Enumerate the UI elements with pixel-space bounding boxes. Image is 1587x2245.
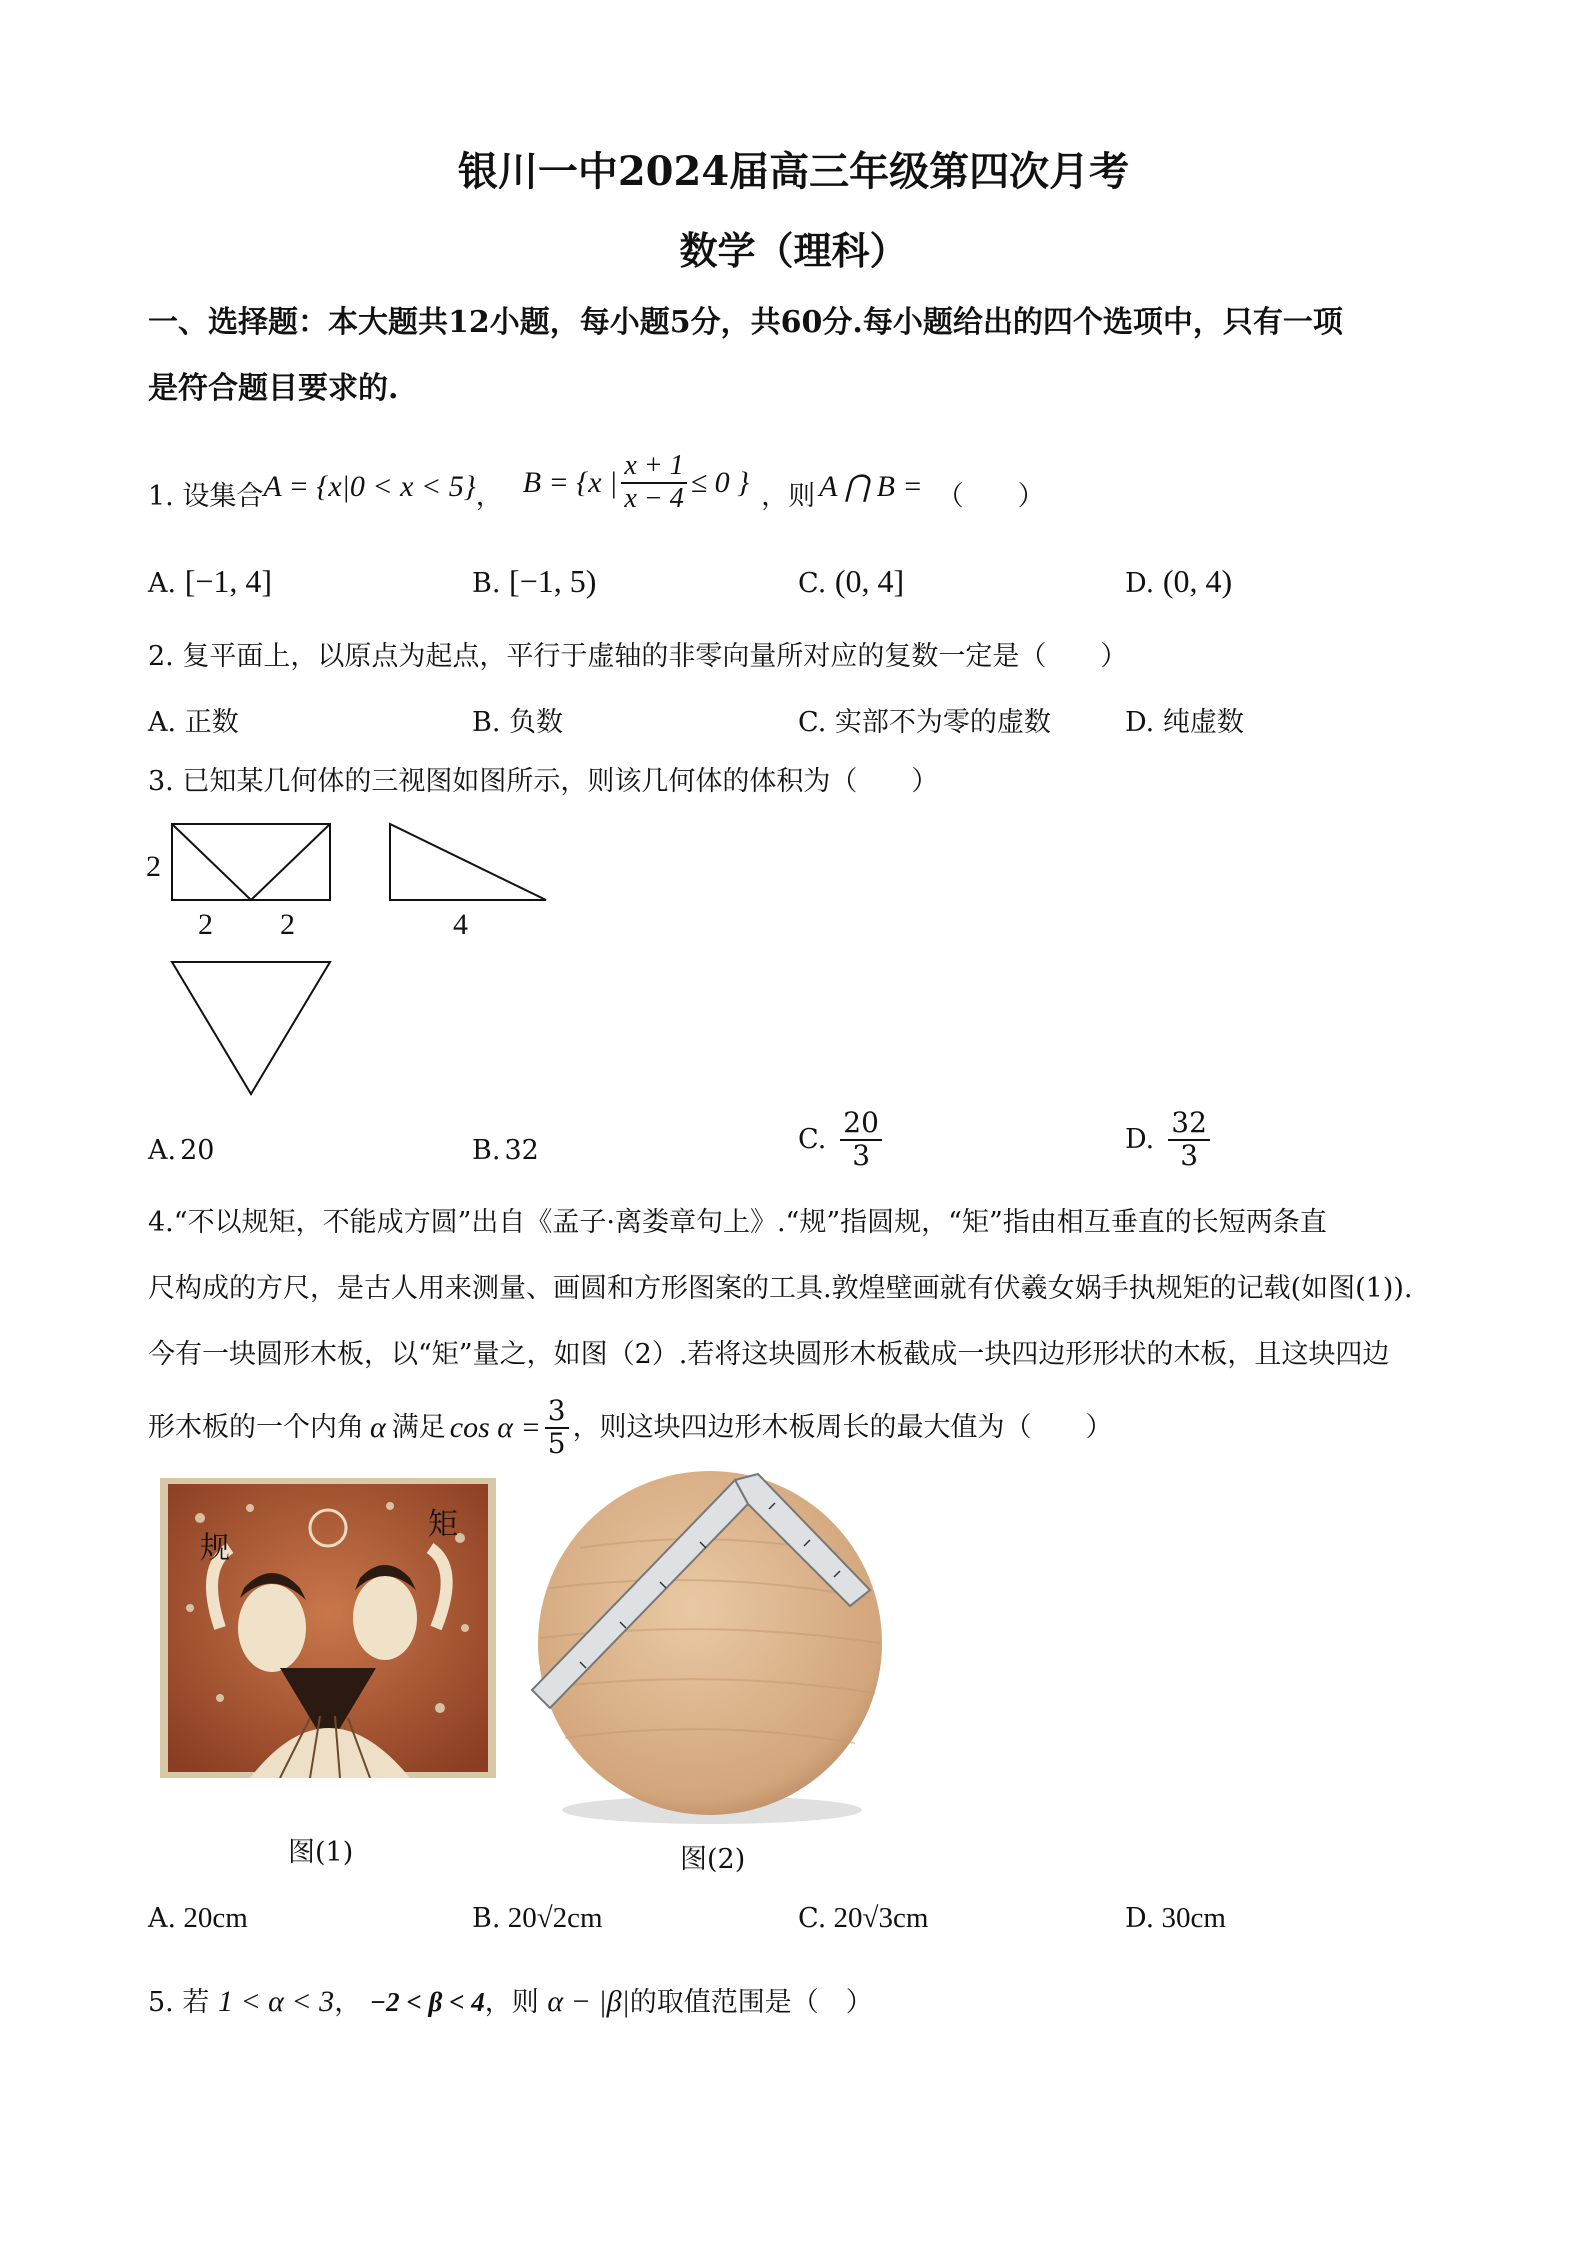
q4-option-b[interactable] <box>472 1902 603 1935</box>
question-1 <box>148 438 1448 528</box>
frac-den: 3 <box>852 1138 871 1172</box>
wood-board-image <box>520 1468 900 1828</box>
option-value: 20√3cm <box>833 1902 929 1934</box>
option-label: B. <box>472 1903 501 1934</box>
option-value: (0, 4] <box>834 563 905 599</box>
q1-fraction <box>621 451 686 515</box>
question-3: 3. 已知某几何体的三视图如图所示，则该几何体的体积为（ ） <box>148 766 939 797</box>
q1-option-c[interactable] <box>798 563 904 600</box>
q4-line4-text-b: 满足 <box>391 1412 446 1443</box>
q3-option-c[interactable] <box>798 1108 886 1172</box>
option-value: (0, 4) <box>1162 563 1233 599</box>
option-value: 正数 <box>184 707 239 738</box>
q4-line2: 尺构成的方尺，是古人用来测量、画圆和方形图案的工具.敦煌壁画就有伏羲女娲手执规矩的记载(如图(1)). <box>148 1273 1413 1304</box>
frac-num: 3 <box>545 1396 569 1429</box>
q4-alpha: α <box>370 1411 386 1444</box>
q1-option-a[interactable] <box>148 563 272 600</box>
fig-label-side: 4 <box>453 908 468 941</box>
q4-line4 <box>148 1388 1448 1468</box>
option-value: [−1, 5) <box>509 563 597 599</box>
question-4 <box>148 1190 1448 1468</box>
mural-label-ju: 矩 <box>428 1507 458 1542</box>
option-fraction <box>1168 1108 1210 1172</box>
option-label: B. <box>472 1135 501 1166</box>
q3-option-a[interactable] <box>148 1135 214 1166</box>
question-5 <box>148 1982 1448 2023</box>
option-value: 20cm <box>183 1902 248 1934</box>
q2-option-a[interactable] <box>148 700 239 739</box>
q1-set-a: A = {x|0 < x < 5} <box>263 470 476 503</box>
q1-frac-num: x + 1 <box>621 451 686 484</box>
option-value: 20√2cm <box>507 1902 603 1934</box>
frac-num: 32 <box>1168 1108 1210 1141</box>
q1-answer-paren: （ ） <box>936 481 1045 512</box>
q4-line1: 4.“不以规矩，不能成方圆”出自《孟子·离娄章句上》.“规”指圆规，“矩”指由相互垂直的长短两条直 <box>148 1207 1327 1238</box>
fig-label-width-left: 2 <box>198 908 213 941</box>
q5-expression: α − |β| <box>547 1985 630 2018</box>
front-view-diag-right <box>251 824 330 900</box>
mural-image <box>160 1478 496 1778</box>
frac-den: 3 <box>1180 1138 1199 1172</box>
q1-set-b-prefix: B = {x | <box>522 466 618 499</box>
frac-num: 20 <box>840 1108 882 1141</box>
option-label: A. <box>148 707 177 738</box>
fig-label-height: 2 <box>146 850 161 883</box>
q2-option-b[interactable] <box>472 700 563 739</box>
option-label: D. <box>1125 1903 1155 1934</box>
question-2: 2. 复平面上，以原点为起点，平行于虚轴的非零向量所对应的复数一定是（ ） <box>148 641 1128 672</box>
section-heading-line1: 一、选择题：本大题共12小题，每小题5分，共60分.每小题给出的四个选项中，只有一项 <box>148 305 1343 340</box>
q1-set-b-suffix: ≤ 0 } <box>690 466 750 499</box>
q5-condition-beta: −2 < β < 4 <box>369 1987 485 2017</box>
q1-then: ，则 <box>761 481 816 512</box>
q3-option-b[interactable] <box>472 1135 539 1166</box>
q4-line4-text-c: ，则这块四边形木板周长的最大值为（ ） <box>572 1412 1113 1443</box>
figure-2-caption: 图(2) <box>680 1844 746 1875</box>
frac-den: 5 <box>547 1427 566 1460</box>
page-subtitle: 数学（理科） <box>679 228 908 273</box>
q2-option-d[interactable] <box>1125 700 1244 739</box>
q5-then: ，则 <box>484 1987 539 2018</box>
q5-condition-alpha: 1 < α < 3 <box>217 1985 335 2018</box>
option-value: 实部不为零的虚数 <box>834 707 1051 738</box>
option-label: A. <box>148 1903 177 1934</box>
option-label: A. <box>148 568 177 599</box>
q5-tail: 的取值范围是（ ） <box>629 1987 873 2018</box>
option-label: C. <box>798 568 827 599</box>
q1-frac-den: x − 4 <box>624 483 684 514</box>
option-value: 20 <box>180 1135 215 1166</box>
top-view-triangle <box>172 962 330 1094</box>
option-label: C. <box>798 1903 827 1934</box>
option-label: D. <box>1125 568 1155 599</box>
section-heading-line2: 是符合题目要求的. <box>148 371 399 406</box>
q1-number: 1. 设集合 <box>148 481 264 512</box>
three-view-figure <box>140 810 560 1110</box>
option-value: [−1, 4] <box>184 563 273 599</box>
q5-comma: ， <box>334 1987 362 2018</box>
front-view-diag-left <box>172 824 251 900</box>
option-fraction <box>840 1108 882 1172</box>
q1-comma: ， <box>475 481 503 512</box>
q1-option-b[interactable] <box>472 563 596 600</box>
option-label: D. <box>1125 1124 1155 1156</box>
side-view-triangle <box>390 824 546 900</box>
q4-option-a[interactable] <box>148 1902 248 1935</box>
q3-option-d[interactable] <box>1125 1108 1214 1172</box>
q1-set-b <box>523 451 749 515</box>
option-value: 30cm <box>1161 1902 1226 1934</box>
page-title: 银川一中2024届高三年级第四次月考 <box>457 148 1130 195</box>
option-label: D. <box>1125 707 1155 738</box>
q4-option-c[interactable] <box>798 1902 928 1935</box>
q4-line3: 今有一块圆形木板，以“矩”量之，如图（2）.若将这块圆形木板截成一块四边形形状的木板，且这块四边 <box>148 1339 1390 1370</box>
q4-cos-fraction <box>545 1396 569 1460</box>
option-label: B. <box>472 707 501 738</box>
q1-option-d[interactable] <box>1125 563 1232 600</box>
option-label: C. <box>798 1124 827 1156</box>
q5-number: 5. 若 <box>148 1987 210 2018</box>
mural-label-gui: 规 <box>200 1531 230 1566</box>
front-view-rect <box>172 824 330 900</box>
q1-expression: A ⋂ B = <box>819 470 923 503</box>
q4-line4-text-a: 形木板的一个内角 <box>148 1412 364 1443</box>
option-value: 32 <box>504 1135 539 1166</box>
option-label: A. <box>148 1135 177 1166</box>
q2-option-c[interactable] <box>798 700 1051 739</box>
option-label: C. <box>798 707 827 738</box>
figure-1-caption: 图(1) <box>288 1837 354 1868</box>
section-heading <box>148 290 1448 422</box>
q4-cos: cos α = <box>449 1411 541 1444</box>
option-value: 纯虚数 <box>1162 707 1244 738</box>
q4-option-d[interactable] <box>1125 1902 1226 1935</box>
fig-label-width-right: 2 <box>280 908 295 941</box>
option-label: B. <box>472 568 501 599</box>
option-value: 负数 <box>509 707 564 738</box>
